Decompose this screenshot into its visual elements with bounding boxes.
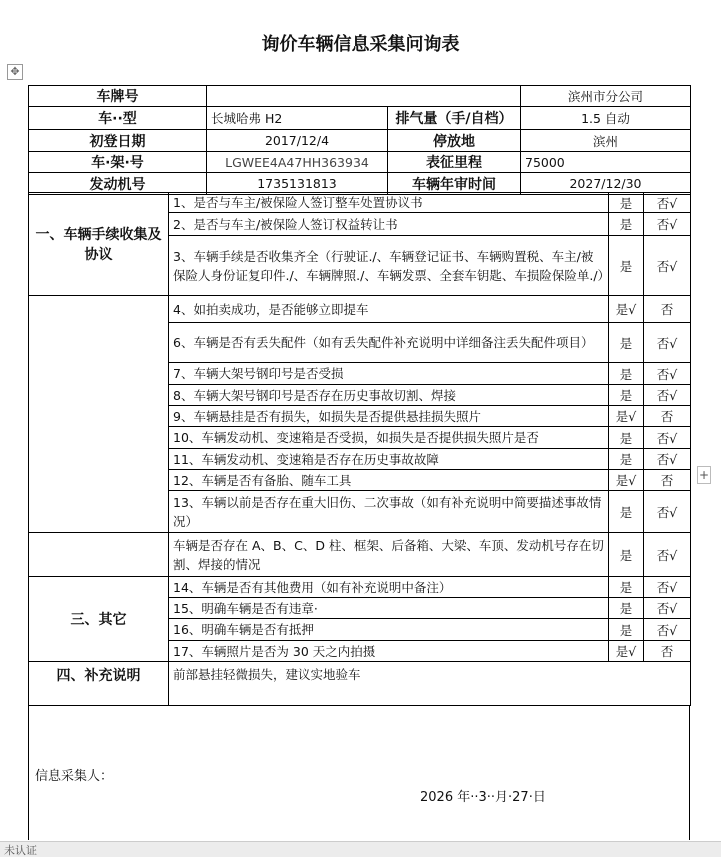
- no-option[interactable]: 否√: [644, 598, 691, 619]
- vehicle-info-table: [28, 85, 691, 195]
- yes-option[interactable]: 是√: [609, 406, 644, 427]
- model-value[interactable]: 长城哈弗 H2: [207, 107, 388, 130]
- supplement-text[interactable]: 前部悬挂轻微损失，建议实地验车: [169, 662, 691, 706]
- checklist-table: [28, 192, 691, 706]
- yes-option[interactable]: 是: [609, 491, 644, 533]
- table-row: [29, 296, 691, 323]
- no-option[interactable]: 否√: [644, 193, 691, 213]
- yes-option[interactable]: 是: [609, 363, 644, 385]
- yes-option[interactable]: 是: [609, 449, 644, 470]
- item-text: 7、车辆大架号钢印号是否受损: [169, 363, 609, 385]
- yes-option[interactable]: 是: [609, 323, 644, 363]
- no-option[interactable]: 否√: [644, 577, 691, 598]
- branch-value[interactable]: 滨州市分公司: [521, 86, 691, 107]
- signature-area: [28, 705, 690, 840]
- yes-option[interactable]: 是√: [609, 470, 644, 491]
- collector-label: 信息采集人：: [35, 769, 114, 784]
- inspection-value[interactable]: 2027/12/30: [521, 173, 691, 195]
- item-text: 车辆是否存在 A、B、C、D 柱、框架、后备箱、大梁、车顶、发动机号存在切割、焊接的情况: [169, 533, 609, 577]
- item-text: 6、车辆是否有丢失配件（如有丢失配件补充说明中详细备注丢失配件项目）: [169, 323, 609, 363]
- no-option[interactable]: 否: [644, 641, 691, 662]
- plate-label: 车牌号: [29, 86, 207, 107]
- item-text: 11、车辆发动机、变速箱是否存在历史事故故障: [169, 449, 609, 470]
- date: 2026 年··3··月·27·日: [420, 790, 546, 805]
- yes-option[interactable]: 是: [609, 598, 644, 619]
- yes-option[interactable]: 是√: [609, 296, 644, 323]
- parking-label: 停放地: [388, 130, 521, 152]
- no-option[interactable]: 否√: [644, 533, 691, 577]
- yes-option[interactable]: 是: [609, 236, 644, 296]
- yes-option[interactable]: 是: [609, 577, 644, 598]
- displacement-value[interactable]: 1.5 自动: [521, 107, 691, 130]
- table-row: [29, 533, 691, 577]
- item-text: 17、车辆照片是否为 30 天之内拍摄: [169, 641, 609, 662]
- item-text: 15、明确车辆是否有违章·: [169, 598, 609, 619]
- no-option[interactable]: 否√: [644, 323, 691, 363]
- status-bar: 未认证: [0, 841, 721, 857]
- mileage-value[interactable]: 75000: [521, 152, 691, 173]
- section-1-label: 一、车辆手续收集及协议: [29, 193, 169, 296]
- item-text: 3、车辆手续是否收集齐全（行驶证./、车辆登记证书、车辆购置税、车主/被保险人身份证复印件./、车辆牌照./、车辆发票、全套车钥匙、车损险保险单./）: [169, 236, 609, 296]
- yes-option[interactable]: 是: [609, 385, 644, 406]
- item-text: 4、如拍卖成功，是否能够立即提车: [169, 296, 609, 323]
- table-row: [29, 193, 691, 213]
- parking-value[interactable]: 滨州: [521, 130, 691, 152]
- no-option[interactable]: 否√: [644, 619, 691, 641]
- reg-date-value[interactable]: 2017/12/4: [207, 130, 388, 152]
- table-row: [29, 577, 691, 598]
- item-text: 13、车辆以前是否存在重大旧伤、二次事故（如有补充说明中简要描述事故情况）: [169, 491, 609, 533]
- yes-option[interactable]: 是: [609, 193, 644, 213]
- no-option[interactable]: 否√: [644, 449, 691, 470]
- no-option[interactable]: 否√: [644, 236, 691, 296]
- item-text: 8、车辆大架号钢印号是否存在历史事故切割、焊接: [169, 385, 609, 406]
- no-option[interactable]: 否√: [644, 427, 691, 449]
- vin-value[interactable]: LGWEE4A47HH363934: [207, 152, 388, 173]
- no-option[interactable]: 否: [644, 470, 691, 491]
- no-option[interactable]: 否√: [644, 385, 691, 406]
- model-label: 车··型: [29, 107, 207, 130]
- no-option[interactable]: 否: [644, 296, 691, 323]
- inspection-label: 车辆年审时间: [388, 173, 521, 195]
- add-column-icon[interactable]: +: [698, 468, 710, 482]
- item-text: 14、车辆是否有其他费用（如有补充说明中备注）: [169, 577, 609, 598]
- page-title: 询价车辆信息采集问询表: [261, 34, 460, 55]
- item-text: 12、车辆是否有备胎、随车工具: [169, 470, 609, 491]
- mileage-label: 表征里程: [388, 152, 521, 173]
- reg-date-label: 初登日期: [29, 130, 207, 152]
- table-move-handle-icon[interactable]: ✥: [7, 64, 23, 80]
- section-blank-label: [29, 533, 169, 577]
- item-text: 9、车辆悬挂是否有损失，如损失是否提供悬挂损失照片: [169, 406, 609, 427]
- yes-option[interactable]: 是√: [609, 641, 644, 662]
- no-option[interactable]: 否√: [644, 363, 691, 385]
- no-option[interactable]: 否: [644, 406, 691, 427]
- yes-option[interactable]: 是: [609, 427, 644, 449]
- displacement-label: 排气量（手/自档）: [388, 107, 521, 130]
- engine-value[interactable]: 1735131813: [207, 173, 388, 195]
- engine-label: 发动机号: [29, 173, 207, 195]
- item-text: 2、是否与车主/被保险人签订权益转让书: [169, 213, 609, 236]
- section-3-label: 三、其它: [29, 577, 169, 662]
- section-4-label: 四、补充说明: [29, 662, 169, 706]
- yes-option[interactable]: 是: [609, 213, 644, 236]
- section-2-label: [29, 296, 169, 533]
- vin-label: 车·架·号: [29, 152, 207, 173]
- item-text: 1、是否与车主/被保险人签订整车处置协议书: [169, 193, 609, 213]
- no-option[interactable]: 否√: [644, 491, 691, 533]
- yes-option[interactable]: 是: [609, 533, 644, 577]
- no-option[interactable]: 否√: [644, 213, 691, 236]
- item-text: 16、明确车辆是否有抵押: [169, 619, 609, 641]
- plate-value[interactable]: [207, 86, 521, 107]
- yes-option[interactable]: 是: [609, 619, 644, 641]
- item-text: 10、车辆发动机、变速箱是否受损，如损失是否提供损失照片是否: [169, 427, 609, 449]
